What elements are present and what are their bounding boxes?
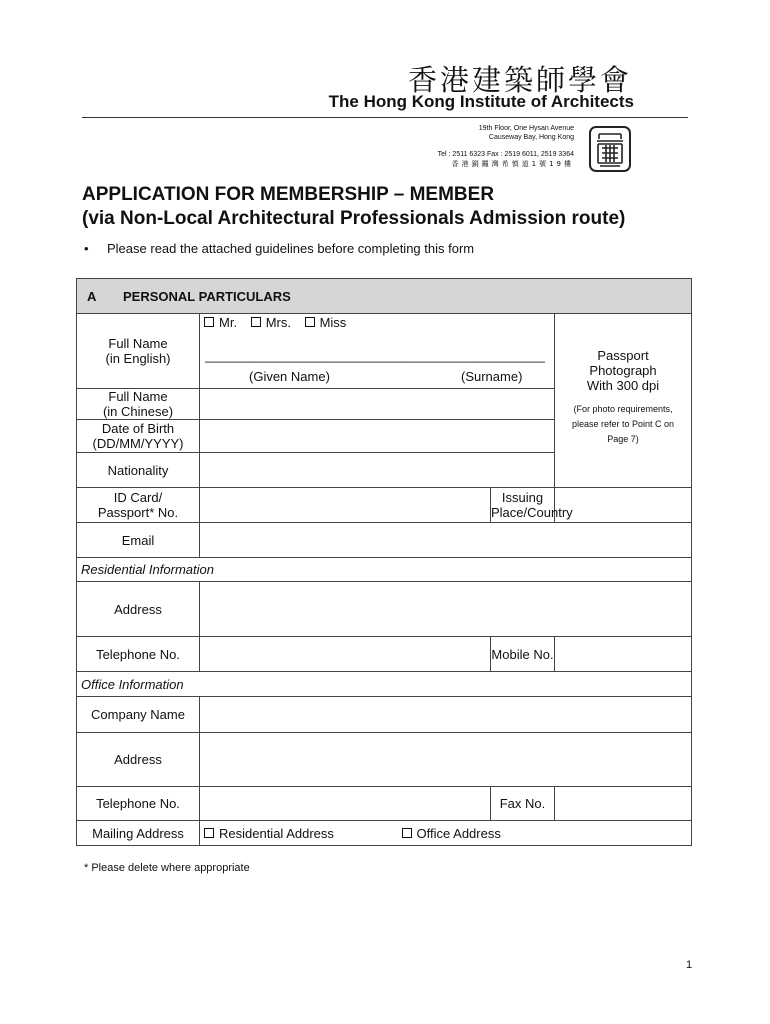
photo-label-line-1: Passport [597, 348, 649, 363]
form-title-line-2: (via Non-Local Architectural Professionals Admission route) [82, 208, 626, 229]
full-name-english-field[interactable] [200, 314, 555, 389]
checkbox-mr-label: Mr. [219, 315, 238, 330]
checkbox-residential-address[interactable] [204, 826, 334, 841]
residential-heading: Residential Information [77, 558, 692, 582]
office-address-label: Address [77, 733, 200, 787]
nationality-label: Nationality [77, 453, 200, 488]
instruction-bullet [84, 241, 474, 256]
id-card-field[interactable] [200, 488, 491, 523]
form-title [82, 183, 625, 231]
company-name-field[interactable] [200, 697, 692, 733]
id-card-label-line-2: Passport* No. [97, 505, 179, 520]
salutation-options [204, 315, 550, 330]
photo-note-line-2: please refer to Point C on [572, 419, 675, 429]
header-divider [82, 117, 688, 118]
photo-label-line-2: Photograph [589, 363, 657, 378]
checkbox-mr[interactable] [204, 315, 237, 330]
checkbox-miss-label: Miss [319, 315, 347, 330]
given-name-caption: (Given Name) [249, 369, 330, 384]
checkbox-office-address-label: Office Address [416, 825, 501, 841]
date-of-birth-label [77, 420, 200, 453]
org-name-chinese: 香港建築師學會 [407, 63, 632, 97]
institute-seal-logo [589, 126, 631, 172]
issuing-place-field[interactable] [555, 488, 692, 523]
mobile-field[interactable] [555, 637, 692, 672]
personal-particulars-table [76, 278, 692, 846]
residential-telephone-field[interactable] [200, 637, 491, 672]
full-name-chinese-field[interactable] [200, 389, 555, 420]
residential-address-label: Address [77, 582, 200, 637]
contact-numbers: Tel : 2511 6323 Fax : 2519 6011, 2519 3364 [437, 151, 574, 158]
id-card-label [77, 488, 200, 523]
section-a-header [77, 279, 692, 314]
mobile-label: Mobile No. [491, 637, 555, 672]
residential-address-field[interactable] [200, 582, 692, 637]
office-address-field[interactable] [200, 733, 692, 787]
issuing-place-label-line-1: Issuing [501, 490, 544, 505]
issuing-place-label-line-2: Place/Country [491, 505, 573, 520]
residential-telephone-label: Telephone No. [77, 637, 200, 672]
section-heading: PERSONAL PARTICULARS [123, 288, 291, 304]
mailing-address-options [200, 821, 692, 846]
full-name-english-label-line-1: Full Name [108, 336, 168, 351]
checkbox-residential-address-label: Residential Address [219, 825, 334, 841]
photo-note [559, 402, 687, 447]
checkbox-icon [402, 828, 412, 838]
office-heading: Office Information [77, 672, 692, 697]
checkbox-icon [204, 317, 214, 327]
full-name-chinese-label-line-1: Full Name [108, 389, 168, 404]
instruction-text: Please read the attached guidelines before completing this form [107, 241, 475, 256]
email-label: Email [77, 523, 200, 558]
mailing-address-row [77, 821, 692, 846]
address-line-1: 19th Floor, One Hysan Avenue [478, 125, 574, 132]
office-address-row [77, 733, 692, 787]
residential-heading-row [77, 558, 692, 582]
seal-emblem-icon [591, 128, 629, 170]
residential-address-row [77, 582, 692, 637]
checkbox-mrs-label: Mrs. [265, 315, 291, 330]
company-name-row [77, 697, 692, 733]
passport-photo-area[interactable] [555, 314, 692, 488]
checkbox-icon [204, 828, 214, 838]
full-name-english-label [77, 314, 200, 389]
footnote: * Please delete where appropriate [84, 862, 250, 874]
section-letter: A [87, 288, 97, 304]
full-name-chinese-label-line-2: (in Chinese) [102, 404, 174, 419]
office-heading-row [77, 672, 692, 697]
full-name-english-row [77, 314, 692, 389]
email-row [77, 523, 692, 558]
email-field[interactable] [200, 523, 692, 558]
fax-field[interactable] [555, 787, 692, 821]
photo-note-line-1: (For photo requirements, [573, 404, 673, 414]
office-telephone-field[interactable] [200, 787, 491, 821]
office-telephone-label: Telephone No. [77, 787, 200, 821]
id-card-row [77, 488, 692, 523]
photo-note-line-3: Page 7) [607, 434, 639, 444]
date-of-birth-label-line-1: Date of Birth [101, 421, 175, 436]
address-chinese: 香港銅鑼灣希慎道1號19樓 [451, 160, 574, 168]
date-of-birth-label-line-2: (DD/MM/YYYY) [92, 436, 184, 451]
checkbox-mrs[interactable] [251, 315, 291, 330]
bullet-marker: • [84, 241, 89, 256]
company-name-label: Company Name [77, 697, 200, 733]
mailing-address-label: Mailing Address [77, 821, 200, 846]
form-title-line-1: APPLICATION FOR MEMBERSHIP – MEMBER [82, 184, 495, 205]
residential-telephone-row [77, 637, 692, 672]
address-line-2: Causeway Bay, Hong Kong [488, 134, 574, 141]
office-telephone-row [77, 787, 692, 821]
checkbox-office-address[interactable] [402, 826, 501, 841]
surname-caption: (Surname) [461, 369, 523, 384]
issuing-place-label [491, 488, 573, 523]
checkbox-miss[interactable] [305, 315, 347, 330]
name-underline: _______________________________________________ [205, 348, 545, 363]
checkbox-icon [251, 317, 261, 327]
fax-label: Fax No. [491, 787, 555, 821]
org-name-english: The Hong Kong Institute of Architects [328, 92, 634, 111]
checkbox-icon [305, 317, 315, 327]
nationality-field[interactable] [200, 453, 555, 488]
id-card-label-line-1: ID Card/ [113, 490, 163, 505]
page-number: 1 [686, 959, 693, 971]
photo-label-line-3: With 300 dpi [586, 378, 660, 393]
full-name-english-label-line-2: (in English) [105, 351, 171, 366]
section-a-header-row [77, 279, 692, 314]
date-of-birth-field[interactable] [200, 420, 555, 453]
full-name-chinese-label [77, 389, 200, 420]
